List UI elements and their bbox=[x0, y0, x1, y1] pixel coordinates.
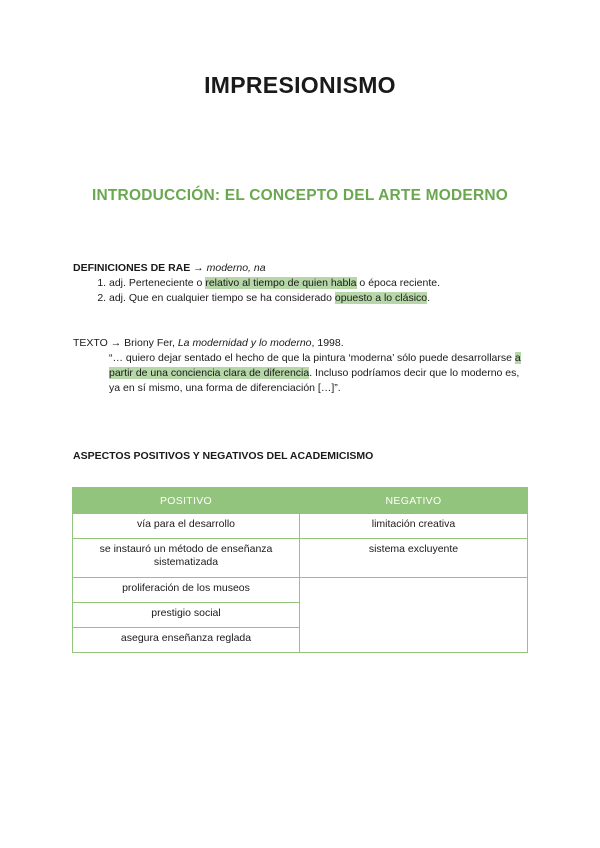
table-header-row bbox=[73, 488, 528, 514]
highlighted-text: opuesto a lo clásico bbox=[334, 292, 428, 304]
definition-item-1 bbox=[109, 276, 533, 291]
definitions-heading-prefix: DEFINICIONES DE RAE → bbox=[73, 262, 207, 274]
header-negativo: NEGATIVO bbox=[300, 488, 528, 514]
texto-quote bbox=[73, 351, 533, 396]
positivo-cell: prestigio social bbox=[73, 603, 300, 628]
highlighted-text: relativo al tiempo de quien habla bbox=[205, 277, 357, 289]
definition-item-2 bbox=[109, 291, 533, 306]
definition-text: adj. Perteneciente o bbox=[109, 277, 206, 289]
highlighted-text: a partir de una conciencia clara de diferencia bbox=[109, 352, 521, 379]
quote-text: “… quiero dejar sentado el hecho de que la pintura ‘moderna’ sólo puede desarrollarse bbox=[109, 352, 515, 364]
aspects-heading: ASPECTOS POSITIVOS Y NEGATIVOS DEL ACADEMICISMO bbox=[73, 450, 374, 462]
texto-citation bbox=[73, 336, 533, 351]
texto-block bbox=[73, 336, 533, 396]
positivo-cell: vía para el desarrollo bbox=[73, 514, 300, 539]
page-title: IMPRESIONISMO bbox=[204, 72, 396, 98]
quote-text: . Incluso podríamos decir que lo moderno es, ya en sí mismo, una forma de diferenciación […]”. bbox=[109, 367, 520, 394]
negativo-cell: sistema excluyente bbox=[300, 539, 528, 578]
definitions-term: moderno, na bbox=[206, 262, 266, 274]
definitions-list bbox=[73, 276, 533, 306]
table-row bbox=[73, 578, 528, 603]
negativo-cell: limitación creativa bbox=[300, 514, 528, 539]
definition-text: adj. Que en cualquier tiempo se ha considerado bbox=[109, 292, 335, 304]
definition-text: . bbox=[427, 292, 431, 304]
positivo-cell: se instauró un método de enseñanza sistematizada bbox=[73, 539, 300, 578]
definitions-block bbox=[73, 261, 533, 306]
positivo-cell: proliferación de los museos bbox=[73, 578, 300, 603]
header-positivo: POSITIVO bbox=[73, 488, 300, 514]
comparison-table bbox=[72, 487, 528, 653]
positivo-cell: asegura enseñanza reglada bbox=[73, 628, 300, 653]
table-row bbox=[73, 539, 528, 578]
citation-prefix: TEXTO → Briony Fer, bbox=[73, 337, 178, 349]
citation-year: , 1998. bbox=[311, 337, 344, 349]
citation-book-title: La modernidad y lo moderno bbox=[177, 337, 312, 349]
section-subtitle: INTRODUCCIÓN: EL CONCEPTO DEL ARTE MODERNO bbox=[91, 187, 508, 204]
negativo-empty-cell bbox=[300, 578, 528, 653]
table-row bbox=[73, 514, 528, 539]
definition-text: o época reciente. bbox=[356, 277, 440, 289]
definitions-heading bbox=[73, 261, 533, 276]
